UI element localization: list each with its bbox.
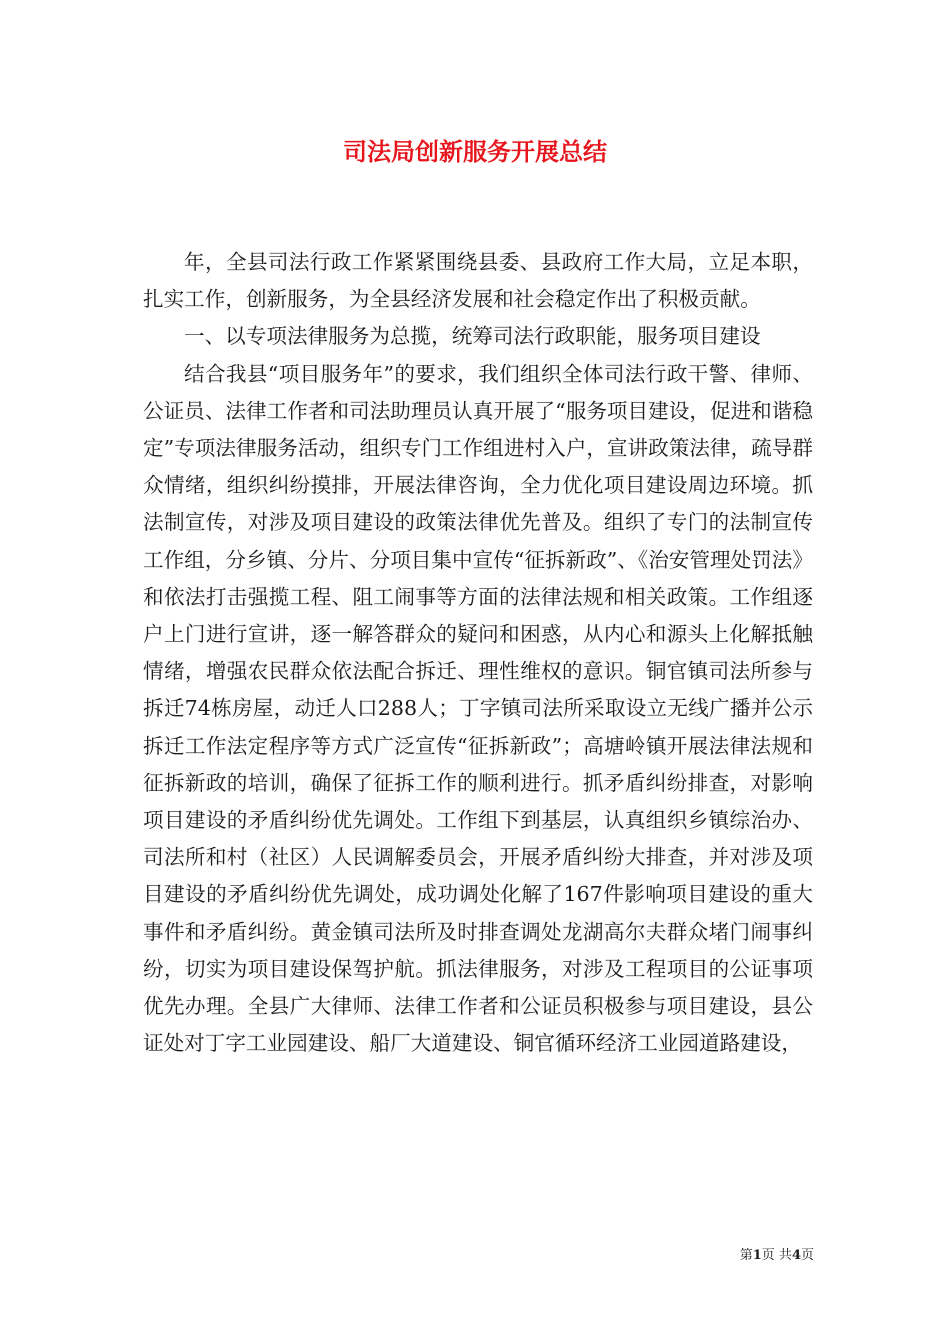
paragraph-intro: 年，全县司法行政工作紧紧围绕县委、县政府工作大局，立足本职，扎实工作，创新服务，为全县经济发展和社会稳定作出了积极贡献。 (143, 250, 813, 312)
paragraph-section-1-body: 结合我县“项目服务年”的要求，我们组织全体司法行政干警、律师、公证员、法律工作者和司法助理员认真开展了“服务项目建设，促进和谐稳定”专项法律服务活动，组织专门工作组进村入户，宣讲政策法律，疏导群众情绪，组织纠纷摸排，开展法律咨询，全力优化项目建设周边环境。抓法制宣传，对涉及项目建设的政策法律优先普及。组织了专门的法制宣传工作组，分乡镇、分片、分项目集中宣传“征拆新政”、《治安管理处罚法》和依法打击强揽工程、阻工闹事等方面的法律法规和相关政策。工作组逐户上门进行宣讲，逐一解答群众的疑问和困惑，从内心和源头上化解抵触情绪，增强农民群众依法配合拆迁、理性维权的意识。铜官镇司法所参与拆迁74栋房屋，动迁人口288人；丁字镇司法所采取设立无线广播并公示拆迁工作法定程序等方式广泛宣传“征拆新政”；高塘岭镇开展法律法规和征拆新政的培训，确保了征拆工作的顺利进行。抓矛盾纠纷排查，对影响项目建设的矛盾纠纷优先调处。工作组下到基层，认真组织乡镇综治办、司法所和村（社区）人民调解委员会，开展矛盾纠纷大排查，并对涉及项目建设的矛盾纠纷优先调处，成功调处化解了167件影响项目建设的重大事件和矛盾纠纷。黄金镇司法所及时排查调处龙湖高尔夫群众堵门闹事纠纷，切实为项目建设保驾护航。抓法律服务，对涉及工程项目的公证事项优先办理。全县广大律师、法律工作者和公证员积极参与项目建设，县公证处对丁字工业园建设、船厂大道建设、铜官循环经济工业园道路建设， (143, 361, 813, 1056)
document-body (143, 244, 813, 1062)
footer-prefix: 第 (739, 1248, 753, 1263)
page-footer (700, 1246, 814, 1266)
footer-suffix: 页 (800, 1248, 814, 1263)
footer-total-pages: 4 (791, 1248, 801, 1263)
footer-middle: 页 共 (761, 1248, 792, 1263)
footer-page-number: 1 (752, 1248, 762, 1263)
section-heading-1: 一、以专项法律服务为总揽，统筹司法行政职能，服务项目建设 (184, 324, 761, 349)
document-title: 司法局创新服务开展总结 (343, 137, 607, 166)
